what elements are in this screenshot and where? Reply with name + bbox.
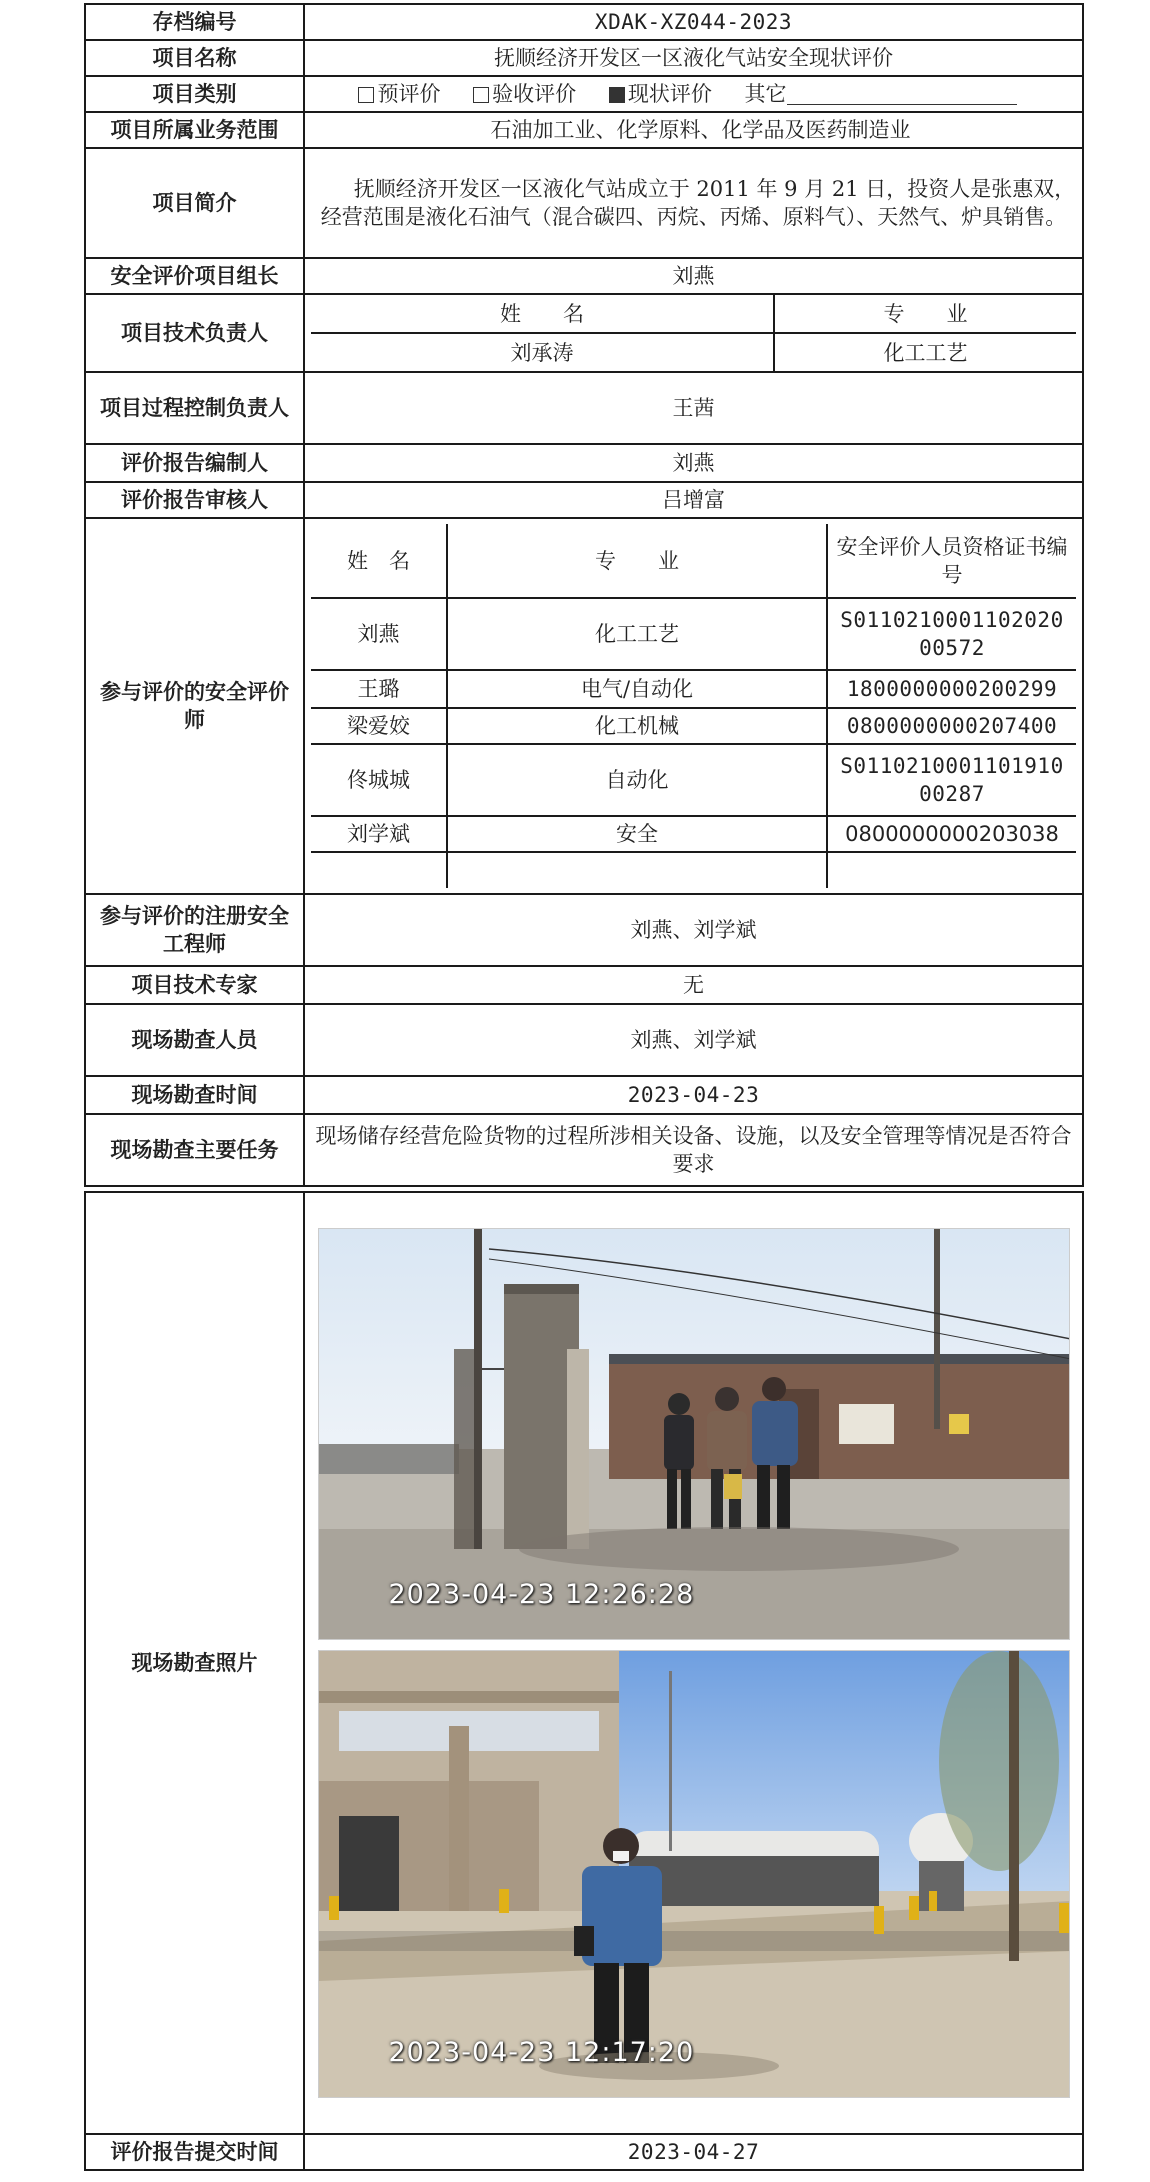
row-report-reviewer [85, 482, 1083, 518]
archive-no-value: XDAK-XZ044-2023 [304, 4, 1083, 40]
evaluator-major: 化工机械 [447, 708, 827, 744]
evaluator-name: 王璐 [311, 670, 447, 708]
report-reviewer-label: 评价报告审核人 [85, 482, 304, 518]
table-row [311, 524, 1076, 598]
report-author-label: 评价报告编制人 [85, 444, 304, 482]
evaluator-cert: 0800000000203038 [827, 816, 1076, 852]
row-evaluators [85, 518, 1083, 894]
intro-label: 项目简介 [85, 148, 304, 258]
row-project-name [85, 40, 1083, 76]
process-lead-value: 王茜 [304, 372, 1083, 444]
option-acceptance-evaluation[interactable]: 验收评价 [473, 80, 576, 108]
row-team-lead [85, 258, 1083, 294]
engineers-label: 参与评价的注册安全工程师 [85, 894, 304, 966]
row-report-author [85, 444, 1083, 482]
experts-value: 无 [304, 966, 1083, 1004]
row-business-scope [85, 112, 1083, 148]
business-scope-value: 石油加工业、化学原料、化学品及医药制造业 [304, 112, 1083, 148]
tech-lead-col-name: 姓 名 [311, 295, 774, 333]
survey-photo-station[interactable] [318, 1650, 1070, 2098]
team-lead-label: 安全评价项目组长 [85, 258, 304, 294]
checkbox-icon [358, 87, 374, 103]
row-project-type [85, 76, 1083, 112]
table-row [311, 744, 1076, 816]
evaluator-name: 刘学斌 [311, 816, 447, 852]
evaluator-name: 刘燕 [311, 598, 447, 670]
building [319, 1651, 619, 1911]
team-lead-value: 刘燕 [304, 258, 1083, 294]
other-blank-line [787, 85, 1017, 105]
survey-staff-value: 刘燕、刘学斌 [304, 1004, 1083, 1076]
evaluator-cert: S011021000110202000572 [827, 598, 1076, 670]
evaluator-major: 电气/自动化 [447, 670, 827, 708]
empty-cell [311, 852, 447, 888]
business-scope-label: 项目所属业务范围 [85, 112, 304, 148]
report-reviewer-value: 吕增富 [304, 482, 1083, 518]
tech-lead-subtable [311, 295, 1076, 371]
checkbox-icon [473, 87, 489, 103]
project-type-options [304, 76, 1083, 112]
survey-photo-gate[interactable] [318, 1228, 1070, 1640]
table-row [311, 852, 1076, 888]
tech-lead-label: 项目技术负责人 [85, 294, 304, 372]
empty-cell [447, 852, 827, 888]
survey-task-label: 现场勘查主要任务 [85, 1114, 304, 1186]
evaluators-col-major: 专 业 [447, 524, 827, 598]
survey-photos-cell [304, 1192, 1083, 2134]
row-survey-staff [85, 1004, 1083, 1076]
row-tech-lead [85, 294, 1083, 372]
table-row [311, 816, 1076, 852]
empty-cell [827, 852, 1076, 888]
evaluator-cert: 0800000000207400 [827, 708, 1076, 744]
table-row [311, 670, 1076, 708]
survey-time-value: 2023-04-23 [304, 1076, 1083, 1114]
row-archive-no [85, 4, 1083, 40]
option-status-evaluation[interactable]: 现状评价 [609, 80, 712, 108]
process-lead-label: 项目过程控制负责人 [85, 372, 304, 444]
evaluator-major: 安全 [447, 816, 827, 852]
evaluators-col-name: 姓 名 [311, 524, 447, 598]
evaluators-subtable [311, 524, 1076, 888]
evaluator-name: 佟城城 [311, 744, 447, 816]
photo-gate-timestamp: 2023-04-23 12:26:28 [388, 1579, 695, 1610]
tech-lead-col-major: 专 业 [774, 295, 1076, 333]
survey-time-label: 现场勘查时间 [85, 1076, 304, 1114]
option-other[interactable]: 其它 [745, 80, 1017, 108]
evaluators-col-cert: 安全评价人员资格证书编号 [827, 524, 1076, 598]
project-name-label: 项目名称 [85, 40, 304, 76]
submit-time-label: 评价报告提交时间 [85, 2134, 304, 2170]
evaluators-label: 参与评价的安全评价师 [85, 518, 304, 894]
archive-no-label: 存档编号 [85, 4, 304, 40]
report-author-value: 刘燕 [304, 444, 1083, 482]
project-name-value: 抚顺经济开发区一区液化气站安全现状评价 [304, 40, 1083, 76]
row-intro [85, 148, 1083, 258]
table-row [311, 598, 1076, 670]
evaluator-major: 自动化 [447, 744, 827, 816]
engineers-value: 刘燕、刘学斌 [304, 894, 1083, 966]
row-survey-time [85, 1076, 1083, 1114]
photo-station-timestamp: 2023-04-23 12:17:20 [388, 2037, 695, 2068]
checkbox-checked-icon [609, 87, 625, 103]
row-experts [85, 966, 1083, 1004]
project-type-label: 项目类别 [85, 76, 304, 112]
evaluator-major: 化工工艺 [447, 598, 827, 670]
tech-lead-name: 刘承涛 [311, 333, 774, 371]
evaluation-record-sheet [84, 3, 1082, 2178]
photo-station-image [319, 1651, 1070, 2098]
evaluator-cert: 1800000000200299 [827, 670, 1076, 708]
tech-lead-major: 化工工艺 [774, 333, 1076, 371]
row-process-lead [85, 372, 1083, 444]
row-survey-task [85, 1114, 1083, 1186]
table-row [311, 708, 1076, 744]
intro-value: 抚顺经济开发区一区液化气站成立于 2011 年 9 月 21 日，投资人是张惠双，经营范围是液化石油气（混合碳四、丙烷、丙烯、原料气）、天然气、炉具销售。 [304, 148, 1083, 258]
evaluator-cert: S011021000110191000287 [827, 744, 1076, 816]
survey-photos-label: 现场勘查照片 [85, 1192, 304, 2134]
row-engineers [85, 894, 1083, 966]
survey-task-value: 现场储存经营危险货物的过程所涉相关设备、设施，以及安全管理等情况是否符合要求 [304, 1114, 1083, 1186]
evaluator-name: 梁爱姣 [311, 708, 447, 744]
row-survey-photos [85, 1192, 1083, 2134]
experts-label: 项目技术专家 [85, 966, 304, 1004]
record-table [84, 3, 1084, 2171]
option-pre-evaluation[interactable]: 预评价 [358, 80, 440, 108]
row-submit-time [85, 2134, 1083, 2170]
submit-time-value: 2023-04-27 [304, 2134, 1083, 2170]
survey-staff-label: 现场勘查人员 [85, 1004, 304, 1076]
